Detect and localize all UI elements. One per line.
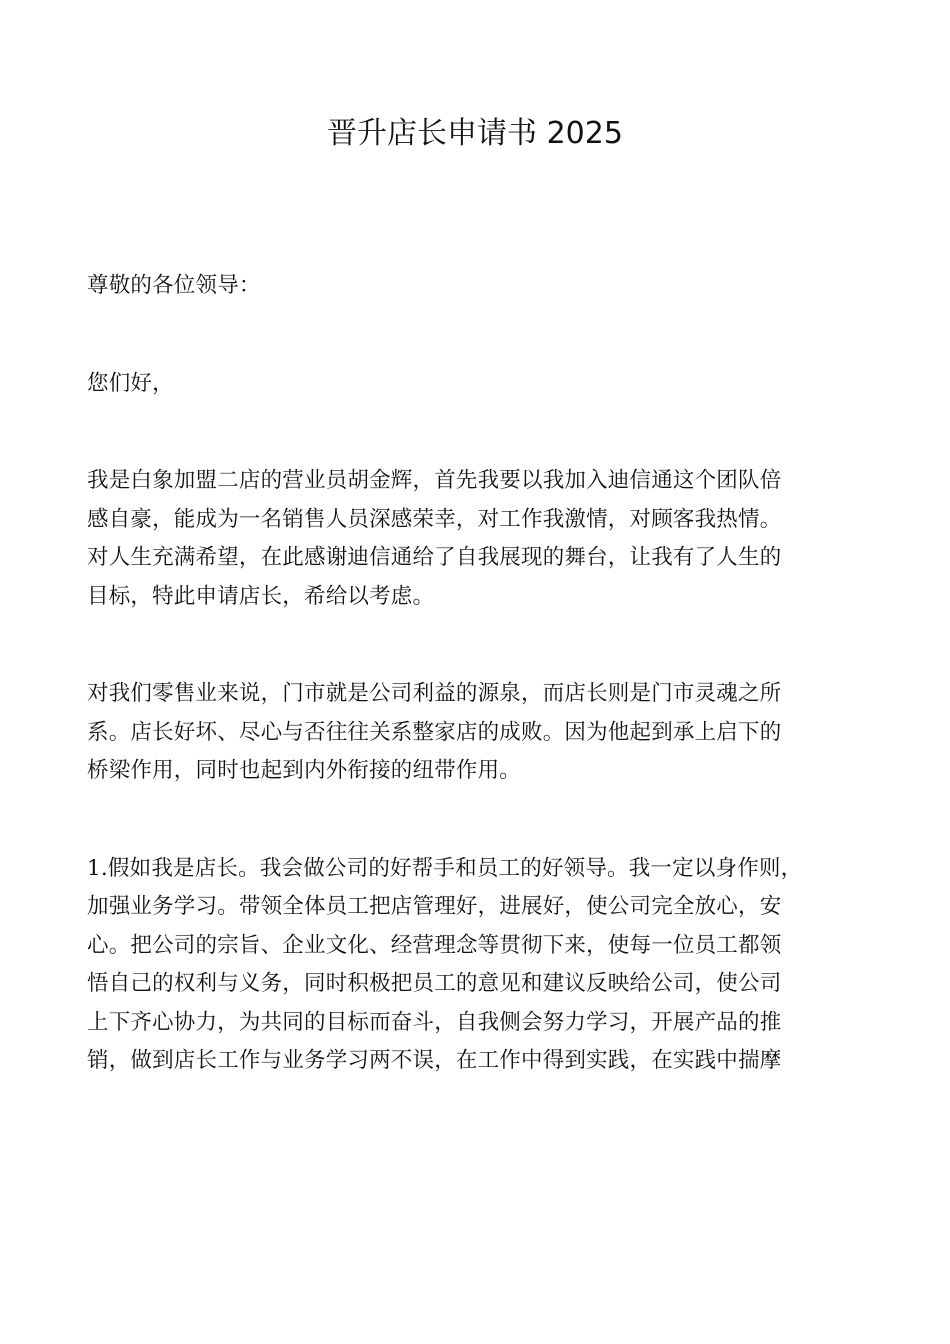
salutation-line: 尊敬的各位领导： [87, 273, 261, 298]
paragraph-intro [87, 462, 863, 616]
paragraph-line: 1.假如我是店长。我会做公司的好帮手和员工的好领导。我一定以身作则， [87, 855, 803, 881]
paragraph-line: 悟自己的权利与义务，同时积极把员工的意见和建议反映给公司，使公司 [87, 971, 782, 996]
paragraph-line: 销，做到店长工作与业务学习两不误，在工作中得到实践，在实践中揣摩 [87, 1048, 782, 1073]
paragraph-line: 对人生充满希望，在此感谢迪信通给了自我展现的舞台，让我有了人生的 [87, 545, 782, 570]
paragraph-line: 对我们零售业来说，门市就是公司利益的源泉，而店长则是门市灵魂之所 [87, 681, 782, 706]
paragraph-store-role [87, 675, 863, 791]
paragraph-line: 我是白象加盟二店的营业员胡金辉，首先我要以我加入迪信通这个团队倍 [87, 468, 782, 493]
paragraph-spacer [87, 403, 863, 462]
paragraph-spacer [87, 306, 863, 365]
greeting-line: 您们好， [87, 370, 174, 396]
paragraph-line: 心。把公司的宗旨、企业文化、经营理念等贯彻下来，使每一位员工都领 [87, 932, 782, 958]
salutation [87, 267, 863, 306]
paragraph-spacer [87, 791, 863, 850]
paragraph-line: 桥梁作用，同时也起到内外衔接的纽带作用。 [87, 758, 522, 783]
paragraph-spacer [87, 616, 863, 675]
greeting [87, 365, 863, 404]
paragraph-line: 加强业务学习。带领全体员工把店管理好，进展好，使公司完全放心，安 [87, 894, 782, 919]
document-body [87, 267, 863, 1081]
paragraph-line: 系。店长好坏、尽心与否往往关系整家店的成败。因为他起到承上启下的 [87, 719, 782, 745]
paragraph-line: 目标，特此申请店长，希给以考虑。 [87, 583, 435, 609]
paragraph-line: 上下齐心协力，为共同的目标而奋斗，自我侧会努力学习，开展产品的推 [87, 1009, 782, 1035]
paragraph-plan-1 [87, 850, 863, 1081]
document-title: 晋升店长申请书 2025 [327, 116, 623, 151]
paragraph-line: 感自豪，能成为一名销售人员深感荣幸，对工作我激情，对顾客我热情。 [87, 506, 782, 532]
